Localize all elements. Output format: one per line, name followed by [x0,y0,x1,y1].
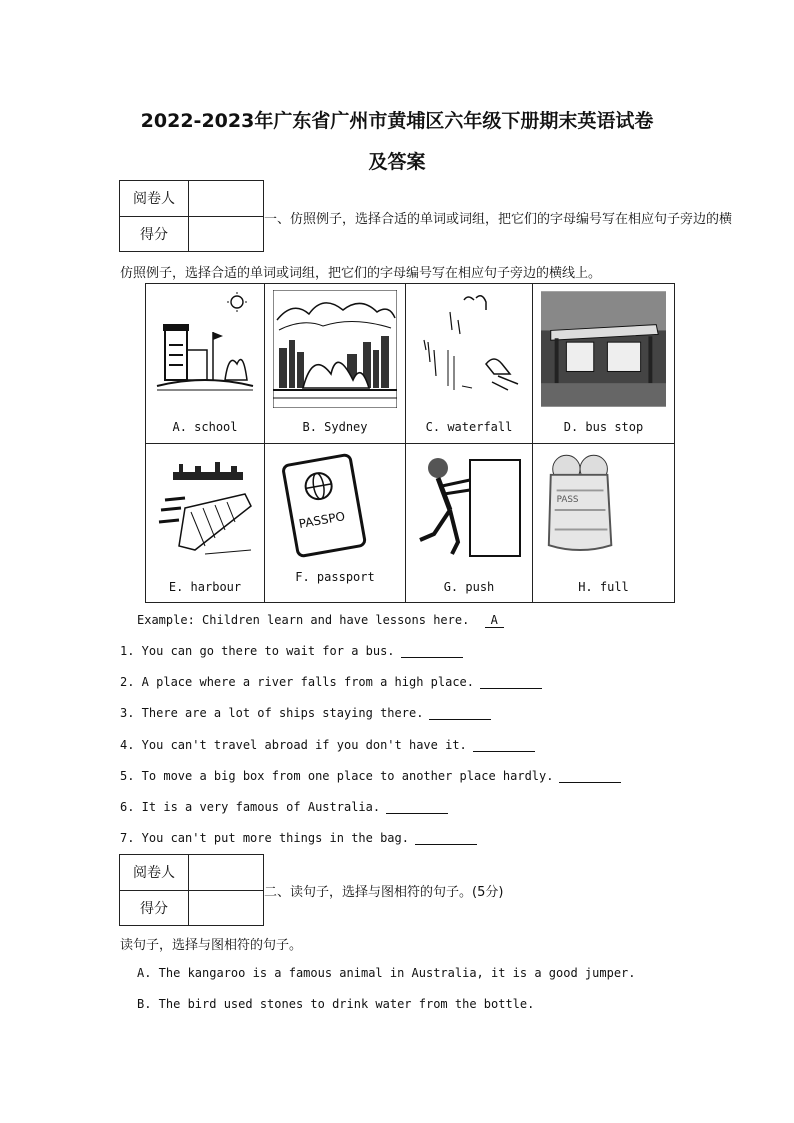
question-1-text: 1. You can go there to wait for a bus. [120,644,395,658]
question-7-text: 7. You can't put more things in the bag. [120,831,409,845]
section2-heading: 二、读句子，选择与图相符的句子。(5分) [264,885,504,900]
opera-house-icon [273,290,397,408]
caption-a: A. school [172,420,238,434]
score-field[interactable] [189,216,264,252]
passport-icon [273,450,397,568]
svg-text:PASS: PASS [556,494,579,505]
section1-intro: 仿照例子，选择合适的单词或词组，把它们的字母编号写在相应句子旁边的横线上。 [120,266,602,281]
reviewer-label: 阅卷人 [120,181,189,217]
answer-blank-7[interactable] [415,832,477,845]
score-box-2 [119,854,264,926]
question-3 [120,706,491,720]
example-text: Example: Children learn and have lessons here. [137,613,470,627]
example-line [137,613,504,627]
harbour-icon [154,450,256,568]
section2-intro: 读句子，选择与图相符的句子。 [120,938,303,953]
option-b: B. The bird used stones to drink water from the bottle. [137,997,535,1011]
example-answer: A [485,613,504,628]
answer-blank-6[interactable] [386,801,448,814]
score-label-2: 得分 [120,890,189,926]
title-line-2: 及答案 [368,151,426,173]
caption-h: H. full [578,579,629,594]
caption-b: B. Sydney [302,420,368,434]
question-5 [120,769,621,783]
answer-blank-2[interactable] [480,676,542,689]
reviewer-field-2[interactable] [189,855,264,891]
question-5-text: 5. To move a big box from one place to another place hardly. [120,769,554,783]
question-3-text: 3. There are a lot of ships staying there. [120,706,424,720]
reviewer-label-2: 阅卷人 [120,855,189,891]
score-field-2[interactable] [189,890,264,926]
score-box-1 [119,180,264,252]
section1-heading: 一、仿照例子，选择合适的单词或词组，把它们的字母编号写在相应句子旁边的横 [264,212,733,227]
reviewer-field[interactable] [189,181,264,217]
question-6-text: 6. It is a very famous of Australia. [120,800,381,814]
option-a: A. The kangaroo is a famous animal in Australia, it is a good jumper. [137,966,636,980]
score-label: 得分 [120,216,189,252]
question-2-text: 2. A place where a river falls from a high place. [120,675,475,689]
caption-f: F. passport [295,569,375,584]
question-2 [120,675,542,689]
waterfall-icon [414,290,524,408]
school-icon [154,290,256,408]
question-4 [120,738,535,752]
caption-e: E. harbour [168,579,242,594]
question-6 [120,800,448,814]
caption-g: G. push [443,579,495,594]
question-7 [120,831,477,845]
question-1 [120,644,463,658]
full-bag-icon [541,450,666,568]
picture-grid [145,283,675,603]
answer-blank-5[interactable] [559,770,621,783]
answer-blank-3[interactable] [429,707,491,720]
svg-text:PASSPO: PASSPO [297,508,347,531]
caption-d: D. bus stop [563,420,644,434]
answer-blank-1[interactable] [401,645,463,658]
title-line-1: 2022-2023年广东省广州市黄埔区六年级下册期末英语试卷 [140,110,654,132]
caption-c: C. waterfall [425,420,513,434]
answer-blank-4[interactable] [473,739,535,752]
question-4-text: 4. You can't travel abroad if you don't have it. [120,738,467,752]
bus-stop-icon [541,290,666,408]
push-icon [414,450,524,568]
